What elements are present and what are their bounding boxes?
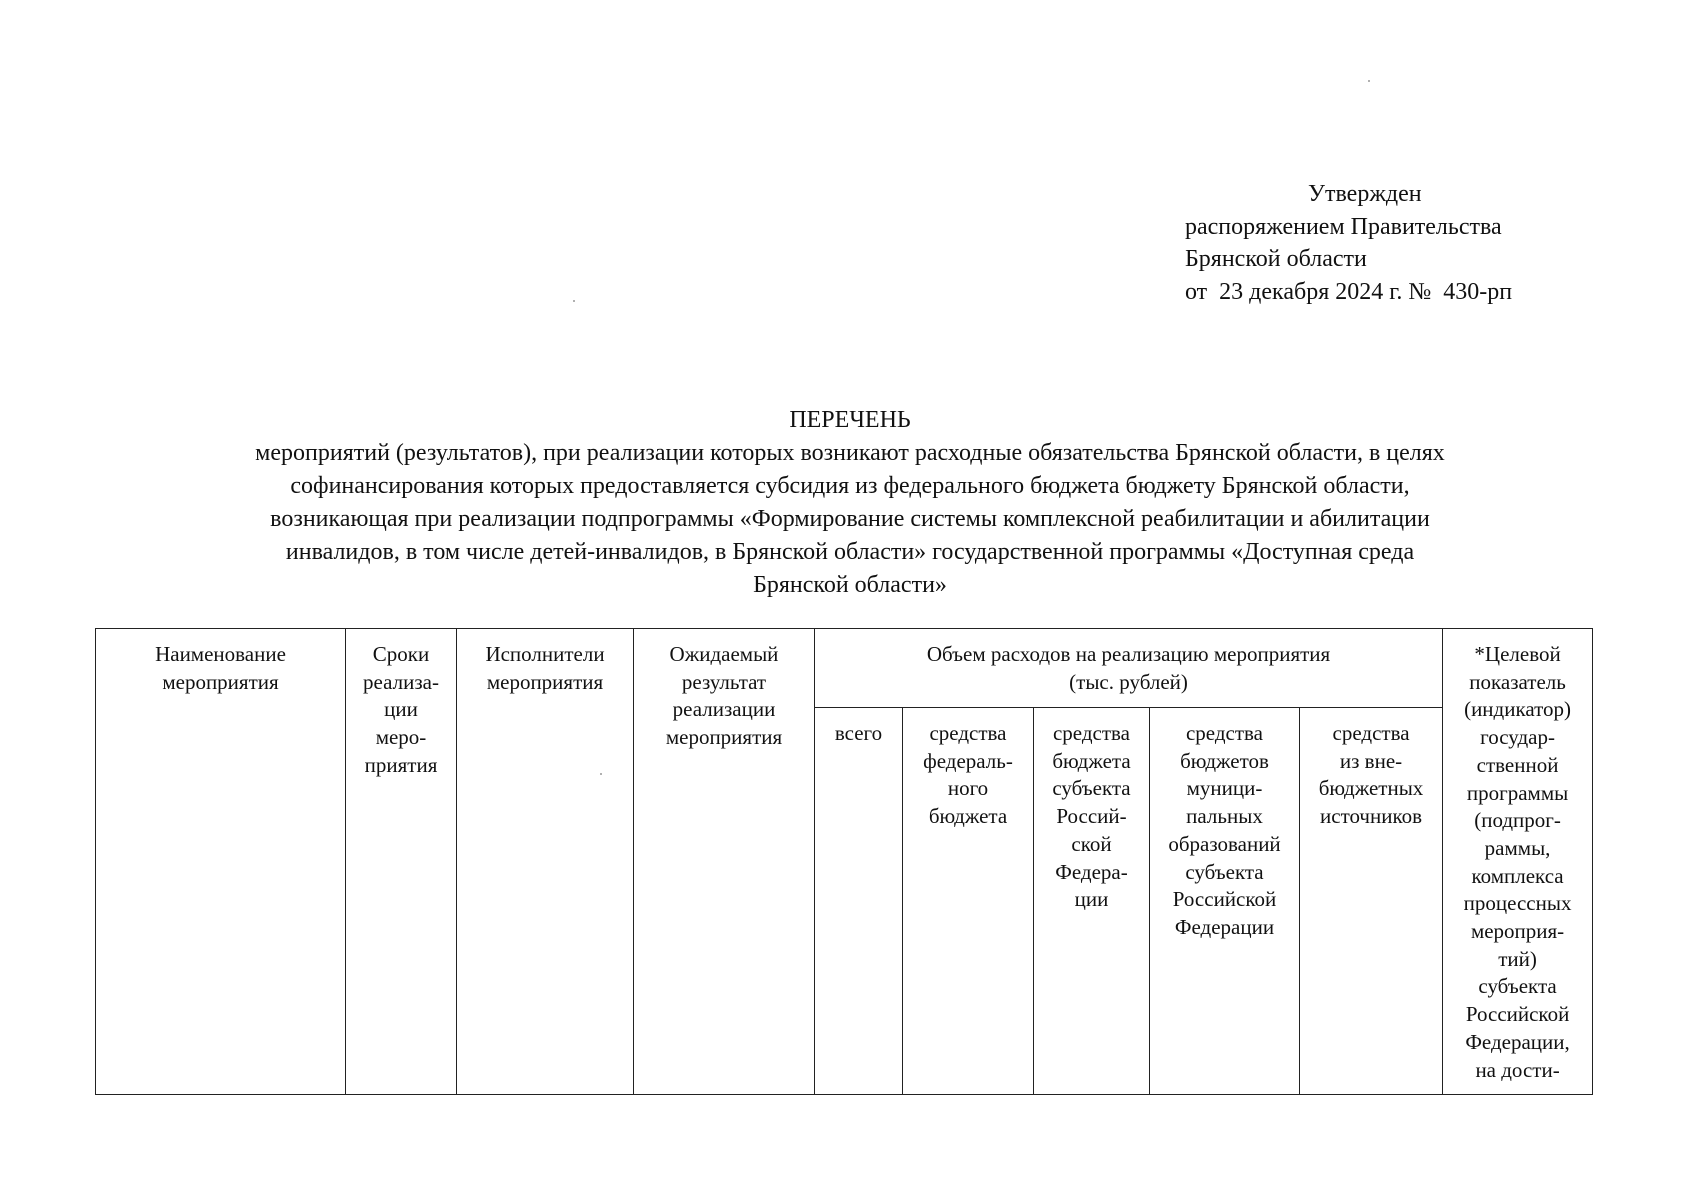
header-subject-budget: средства бюджета субъекта Россий- ской Федера- ции xyxy=(1034,708,1150,1095)
header-target-indicator: *Целевой показатель (индикатор) государ- ственной программы (подпрог- раммы, комплекса процессных мероприя- тий) субъекта Российской Федерации, на дости- xyxy=(1443,629,1593,1095)
header-extrabudgetary-sources: средства из вне- бюджетных источников xyxy=(1300,708,1443,1095)
approval-date-number: от 23 декабря 2024 г. № 430-рп xyxy=(1185,278,1513,305)
document-subtitle-line-5: Брянской области» xyxy=(753,572,947,598)
header-measure-name: Наименование мероприятия xyxy=(96,629,346,1095)
table-header-row-1 xyxy=(96,629,1593,708)
header-expected-result: Ожидаемый результат реализации мероприятия xyxy=(634,629,815,1095)
scan-speck xyxy=(573,300,575,302)
document-subtitle-line-3: возникающая при реализации подпрограммы «Формирование системы комплексной реабилитации и абилитации xyxy=(270,506,1430,532)
document-subtitle-line-2: софинансирования которых предоставляется субсидия из федерального бюджета бюджету Брянской области, xyxy=(290,473,1410,499)
header-federal-budget: средства федераль- ного бюджета xyxy=(903,708,1034,1095)
document-title xyxy=(100,404,1600,602)
header-executors: Исполнители мероприятия xyxy=(457,629,634,1095)
approval-issuer: распоряжением Правительства xyxy=(1185,213,1502,240)
header-terms: Сроки реализа- ции меро- приятия xyxy=(346,629,457,1095)
document-subtitle-line-4: инвалидов, в том числе детей-инвалидов, в Брянской области» государственной программы «Доступная среда xyxy=(285,539,1415,565)
approval-title: Утвержден xyxy=(1308,181,1422,207)
approval-region: Брянской области xyxy=(1185,246,1367,272)
scan-speck xyxy=(600,773,602,775)
header-expense-volume: Объем расходов на реализацию мероприятия (тыс. рублей) xyxy=(815,629,1443,708)
approval-stamp xyxy=(1185,178,1512,308)
document-subtitle-line-1: мероприятий (результатов), при реализации которых возникают расходные обязательства Брянской области, в целях xyxy=(255,440,1445,466)
header-total: всего xyxy=(815,708,903,1095)
header-municipal-budgets: средства бюджетов муници- пальных образований субъекта Российской Федерации xyxy=(1150,708,1300,1095)
scan-speck xyxy=(1368,80,1370,82)
document-heading: ПЕРЕЧЕНЬ xyxy=(789,407,911,433)
measures-table xyxy=(95,628,1593,1095)
